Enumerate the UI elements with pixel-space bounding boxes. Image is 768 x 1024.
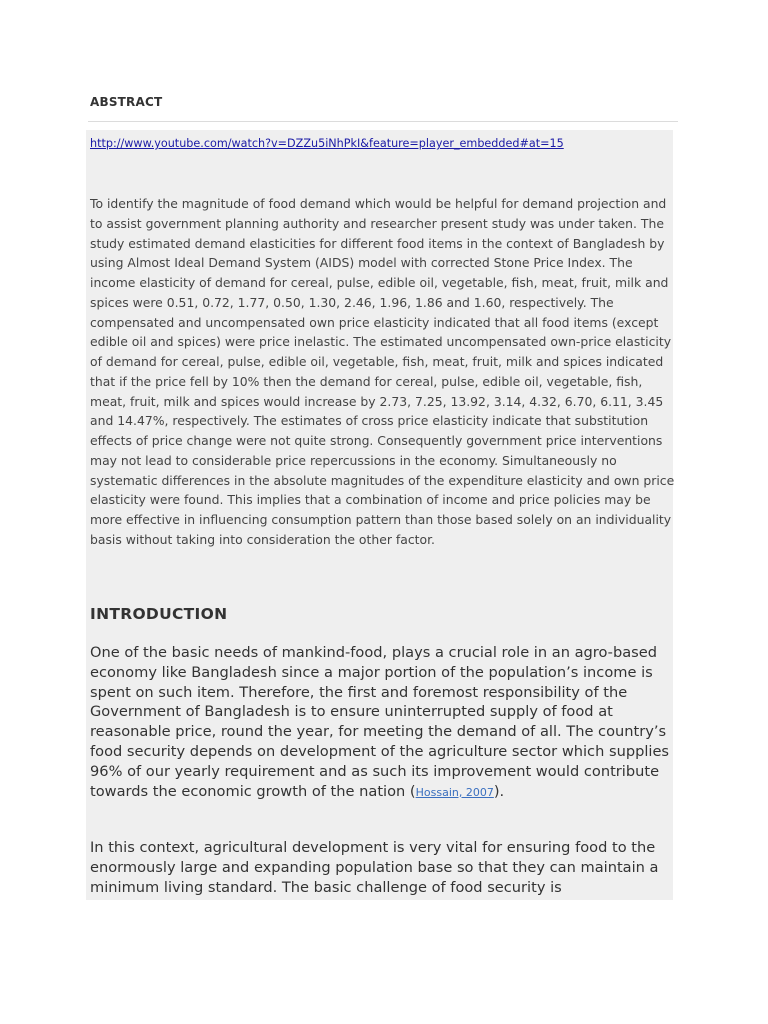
- abstract-heading: ABSTRACT: [90, 95, 163, 109]
- section-divider: [88, 121, 678, 122]
- introduction-paragraph-1-text: One of the basic needs of mankind-food, plays a crucial role in an agro-based economy like Bangladesh since a major portion of the population’s income is spent on such item. Therefore, the first and foremost responsibility of the Government of Bangladesh is to ensure uninterrupted supply of food at reasonable price, round the year, for meeting the demand of all. The country’s food security depends on development of the agriculture sector which supplies 96% of our yearly requirement and as such its improvement would contribute towards the economic growth of the nation (: [90, 644, 670, 800]
- abstract-text: To identify the magnitude of food demand which would be helpful for demand projection and to assist government planning authority and researcher present study was under taken. The study estimated demand elasticities for different food items in the context of Bangladesh by using Almost Ideal Demand System (AIDS) model with corrected Stone Price Index. The income elasticity of demand for cereal, pulse, edible oil, vegetable, fish, meat, fruit, milk and spices were 0.51, 0.72, 1.77, 0.50, 1.30, 2.46, 1.96, 1.86 and 1.60, respectively. The compensated and uncompensated own price elasticity indicated that all food items (except edible oil and spices) were price inelastic. The estimated uncompensated own-price elasticity of demand for cereal, pulse, edible oil, vegetable, fish, meat, fruit, milk and spices indicated that if the price fell by 10% then the demand for cereal, pulse, edible oil, vegetable, fish, meat, fruit, milk and spices would increase by 2.73, 7.25, 13.92, 3.14, 4.32, 6.70, 6.11, 3.45 and 14.47%, respectively. The estimates of cross price elasticity indicate that substitution effects of price change were not quite strong. Consequently government price interventions may not lead to considerable price repercussions in the economy. Simultaneously no systematic differences in the absolute magnitudes of the expenditure elasticity and own price elasticity were found. This implies that a combination of income and price policies may be more effective in influencing consumption pattern than those based solely on an individuality basis without taking into consideration the other factor.: [90, 196, 675, 547]
- citation-link-hossain-2007[interactable]: Hossain, 2007: [415, 785, 494, 799]
- introduction-paragraph-2: In this context, agricultural development is very vital for ensuring food to the enormously large and expanding population base so that they can maintain a minimum living standard. The basic challenge of food security is: [90, 839, 659, 896]
- introduction-paragraph-1-end: ).: [493, 782, 505, 800]
- introduction-paragraph-1: [90, 643, 675, 802]
- video-link[interactable]: http://www.youtube.com/watch?v=DZZu5iNhPkI&feature=player_embedded#at=15: [90, 137, 564, 150]
- introduction-heading: INTRODUCTION: [90, 605, 228, 623]
